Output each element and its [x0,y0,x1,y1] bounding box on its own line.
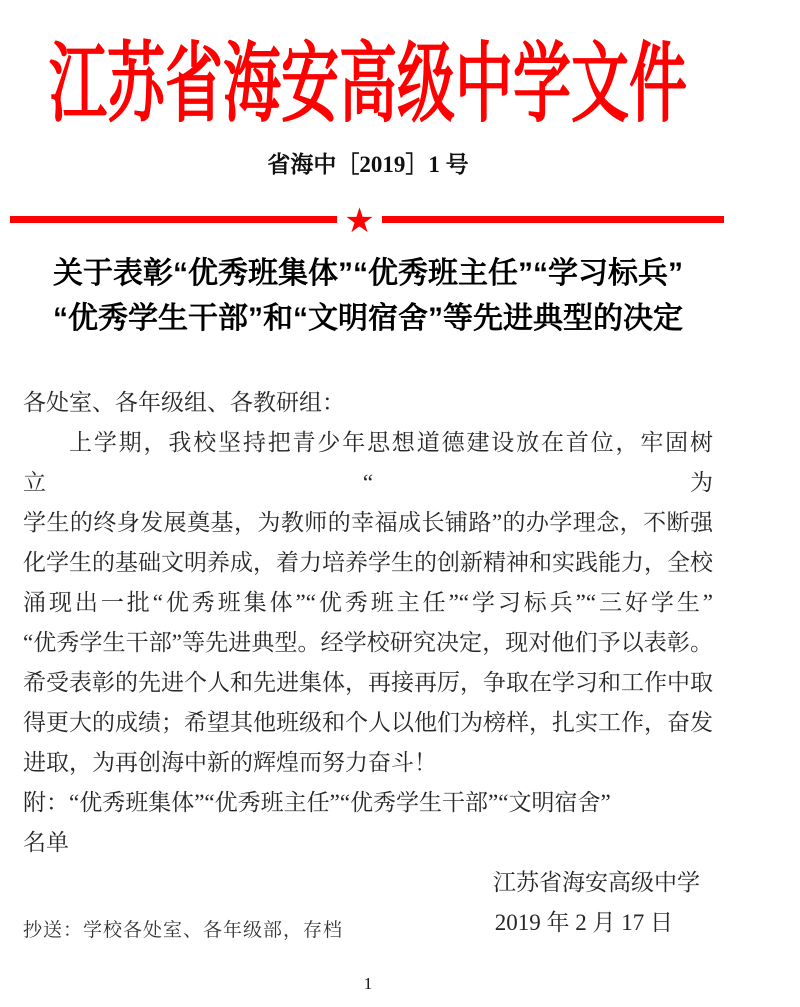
document-title-line1: 关于表彰“优秀班集体”“优秀班主任”“学习标兵” [53,257,683,290]
document-title [23,251,713,341]
body-line: 进取，为再创海中新的辉煌而努力奋斗！ [23,750,437,775]
body-line: 学生的终身发展奠基，为教师的幸福成长铺路”的办学理念，不断强 [23,510,713,535]
body-line: 希受表彰的先进个人和先进集体，再接再厉，争取在学习和工作中取 [23,670,713,695]
letterhead-divider [10,200,724,241]
body-line-salutation: 各处室、各年级组、各教研组： [23,390,345,415]
star-icon: ★ [344,201,375,241]
body-line: 得更大的成绩；希望其他班级和个人以他们为榜样，扎实工作，奋发 [23,710,713,735]
cc-note: 抄送：学校各处室、各年级部，存档 [23,920,344,941]
body-line-attachment-cont: 名单 [23,830,69,855]
letterhead-org-title-text: 江苏省海安高级中学文件 [48,35,687,133]
document-body [23,383,713,943]
document-number: 省海中［2019］1 号 [267,152,469,177]
document-title-line2: “优秀学生干部”和“文明宿舍”等先进典型的决定 [53,302,683,335]
signature-date: 2019 年 2 月 17 日 [494,910,673,935]
body-line: 化学生的基础文明养成，着力培养学生的创新精神和实践能力，全校 [23,550,713,575]
divider-line-right [382,216,724,223]
body-line: 上学期，我校坚持把青少年思想道德建设放在首位，牢固树立“为 [23,430,713,495]
divider-line-left [10,216,337,223]
page-number: 1 [363,974,373,993]
body-line-attachment: 附：“优秀班集体”“优秀班主任”“优秀学生干部”“文明宿舍” [23,790,611,815]
body-line: “优秀学生干部”等先进典型。经学校研究决定，现对他们予以表彰。 [23,630,713,655]
letterhead-org-title [23,30,713,140]
signature-org: 江苏省海安高级中学 [493,870,700,895]
body-line: 涌现出一批“优秀班集体”“优秀班主任”“学习标兵”“三好学生” [23,590,713,615]
